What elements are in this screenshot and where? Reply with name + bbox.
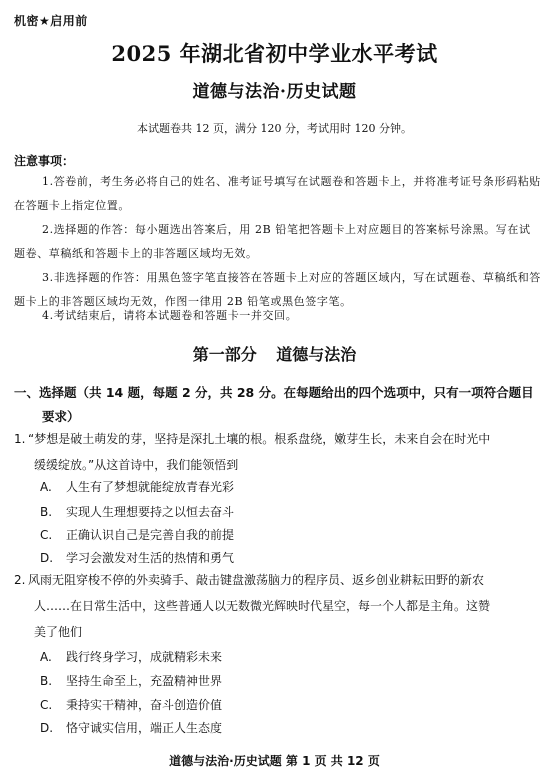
question-stem-line3: 美了他们 bbox=[34, 625, 83, 639]
notice-heading: 注意事项： bbox=[14, 154, 75, 168]
question-number: 2. bbox=[14, 573, 26, 587]
question-2-stem bbox=[14, 567, 544, 645]
option-text: 践行终身学习，成就精彩未来 bbox=[66, 650, 223, 664]
exam-title: 2025 年湖北省初中学业水平考试 bbox=[111, 41, 438, 66]
question-1-option-d bbox=[40, 549, 234, 566]
question-number: 1. bbox=[14, 432, 26, 446]
question-stem-line1: 风雨无阻穿梭不停的外卖骑手、敲击键盘激荡脑力的程序员、返乡创业耕耘田野的新农 bbox=[28, 573, 485, 587]
question-2-option-a bbox=[40, 648, 222, 665]
question-1-option-c bbox=[40, 526, 234, 543]
page-footer: 道德与法治·历史试题 第 1 页 共 12 页 bbox=[169, 754, 380, 768]
option-text: 人生有了梦想就能绽放青春光彩 bbox=[66, 480, 235, 494]
question-1-option-a bbox=[40, 478, 234, 495]
option-letter: B. bbox=[40, 505, 53, 519]
question-stem-line2: 缓缓绽放。”从这首诗中，我们能领悟到 bbox=[34, 458, 239, 472]
option-letter: A. bbox=[40, 480, 52, 494]
option-letter: A. bbox=[40, 650, 52, 664]
option-text: 实现人生理想要持之以恒去奋斗 bbox=[66, 505, 235, 519]
question-2-option-b bbox=[40, 672, 222, 689]
option-letter: C. bbox=[40, 528, 53, 542]
notice-item: 1.答卷前，考生务必将自己的姓名、准考证号填写在试题卷和答题卡上，并将准考证号条形码粘贴在答题卡上指定位置。 bbox=[14, 175, 541, 212]
option-text: 正确认识自己是完善自我的前提 bbox=[66, 528, 235, 542]
exam-subtitle: 道德与法治·历史试题 bbox=[192, 82, 357, 102]
notice-item: 4.考试结束后，请将本试题卷和答题卡一并交回。 bbox=[42, 309, 298, 322]
option-letter: C. bbox=[40, 698, 53, 712]
option-text: 学习会激发对生活的热情和勇气 bbox=[66, 551, 235, 565]
section-heading-line1: 一、选择题（共 14 题，每题 2 分，共 28 分。在每题给出的四个选项中，只有一项符合题目 bbox=[14, 385, 534, 400]
question-stem-line1: “梦想是破土萌发的芽，坚持是深扎土壤的根。根系盘绕，嫩芽生长，未来自会在时光中 bbox=[28, 432, 491, 446]
question-1-option-b bbox=[40, 503, 234, 520]
question-2-option-d bbox=[40, 719, 222, 736]
option-letter: B. bbox=[40, 674, 53, 688]
notice-item: 3.非选择题的作答：用黑色签字笔直接答在答题卡上对应的答题区域内，写在试题卷、草稿纸和答题卡上的非答题区域均无效，作图一律用 2B 铅笔或黑色签字笔。 bbox=[14, 271, 541, 308]
option-letter: D. bbox=[40, 551, 54, 565]
option-text: 秉持实干精神，奋斗创造价值 bbox=[66, 698, 223, 712]
question-stem-line2: 人……在日常生活中，这些普通人以无数微光辉映时代星空，每一个人都是主角。这赞 bbox=[34, 599, 491, 613]
exam-intro: 本试题卷共 12 页，满分 120 分，考试用时 120 分钟。 bbox=[137, 122, 412, 135]
confidential-label: 机密★启用前 bbox=[14, 14, 88, 28]
option-letter: D. bbox=[40, 721, 54, 735]
section-heading-line2: 要求） bbox=[42, 409, 80, 424]
option-text: 恪守诚实信用，端正人生态度 bbox=[66, 721, 223, 735]
part-title: 第一部分 道德与法治 bbox=[192, 345, 357, 364]
question-1-stem bbox=[14, 426, 544, 478]
section-heading bbox=[14, 381, 544, 429]
notice-item: 2.选择题的作答：每小题选出答案后，用 2B 铅笔把答题卡上对应题目的答案标号涂黑。写在试题卷、草稿纸和答题卡上的非答题区域均无效。 bbox=[14, 223, 531, 260]
question-2-option-c bbox=[40, 696, 222, 713]
option-text: 坚持生命至上，充盈精神世界 bbox=[66, 674, 223, 688]
